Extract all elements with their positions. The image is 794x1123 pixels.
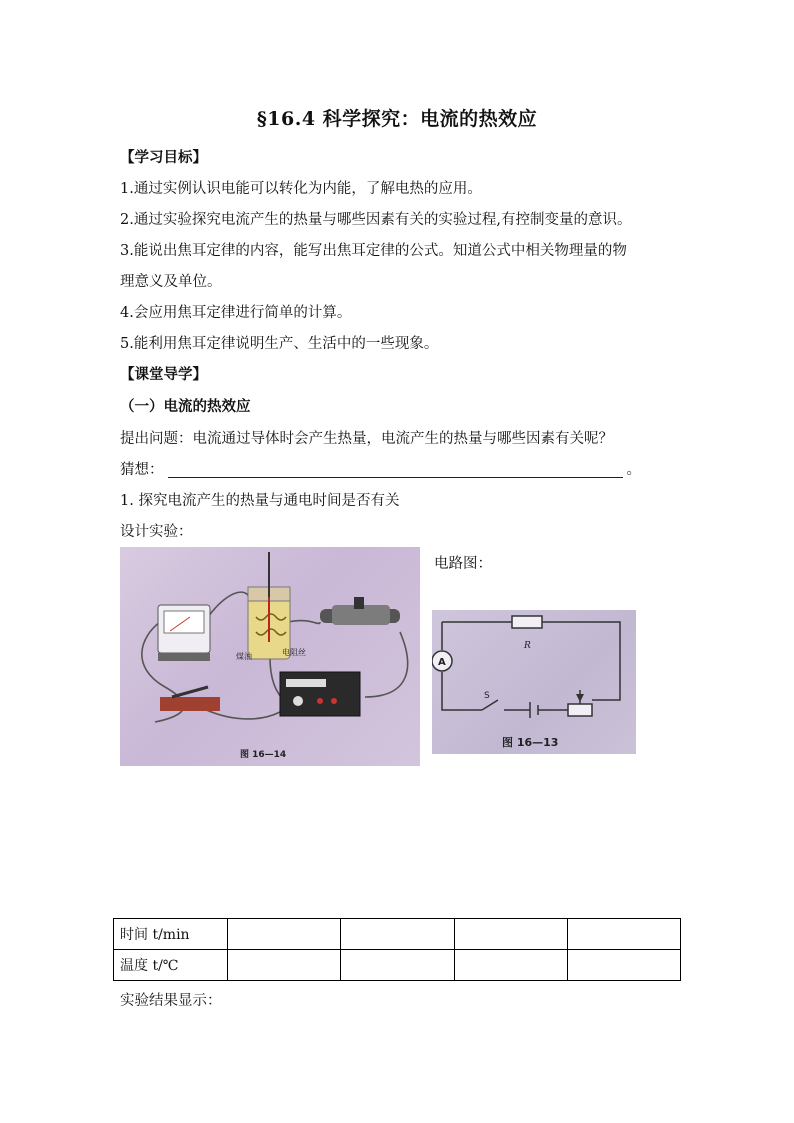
section-heading: （一）电流的热效应 [120,398,251,415]
objective-3-cont: 理意义及单位。 [120,274,222,290]
apparatus-caption: 图 16—14 [240,750,287,760]
table-cell[interactable] [454,950,567,981]
objective-3: 3.能说出焦耳定律的内容，能写出焦耳定律的公式。知道公式中相关物理量的物 [120,243,627,259]
guide-header: 【课堂导学】 [120,366,207,383]
guess-line [120,458,641,479]
data-table [113,918,681,981]
row-label-time: 时间 t/min [114,919,228,950]
guess-blank[interactable] [168,461,623,478]
circuit-figure [432,610,636,754]
objectives-header: 【学习目标】 [120,149,207,166]
design-label: 设计实验： [120,524,193,540]
objective-1: 1.通过实例认识电能可以转化为内能，了解电热的应用。 [120,181,482,197]
apparatus-figure [120,547,420,766]
result-label: 实验结果显示： [120,993,222,1009]
table-cell[interactable] [567,919,680,950]
table-cell[interactable] [228,950,341,981]
objective-4: 4.会应用焦耳定律进行简单的计算。 [120,305,352,321]
table-cell[interactable] [454,919,567,950]
step-1: 1. 探究电流产生的热量与通电时间是否有关 [120,493,400,509]
guess-label: 猜想： [120,462,164,478]
objective-2: 2.通过实验探究电流产生的热量与哪些因素有关的实验过程,有控制变量的意识。 [120,212,632,228]
circuit-drawing [432,610,636,754]
objective-5: 5.能利用焦耳定律说明生产、生活中的一些现象。 [120,336,439,352]
label-wire: 电阻丝 [282,648,306,657]
circuit-caption: 图 16—13 [502,736,559,749]
ammeter-label: A [438,657,446,668]
resistor-label: R [524,641,531,651]
table-row [114,919,681,950]
question-text: 提出问题：电流通过导体时会产生热量，电流产生的热量与哪些因素有关呢？ [120,431,613,447]
table-cell[interactable] [341,950,454,981]
page-title: §16.4 科学探究：电流的热效应 [256,108,538,130]
label-oil: 煤油 [236,652,252,661]
apparatus-drawing [120,547,420,766]
table-cell[interactable] [567,950,680,981]
guess-end: 。 [626,462,641,478]
table-cell[interactable] [341,919,454,950]
table-row [114,950,681,981]
row-label-temperature: 温度 t/℃ [114,950,228,981]
switch-label: S [484,691,490,701]
table-cell[interactable] [228,919,341,950]
circuit-label: 电路图： [434,556,492,572]
